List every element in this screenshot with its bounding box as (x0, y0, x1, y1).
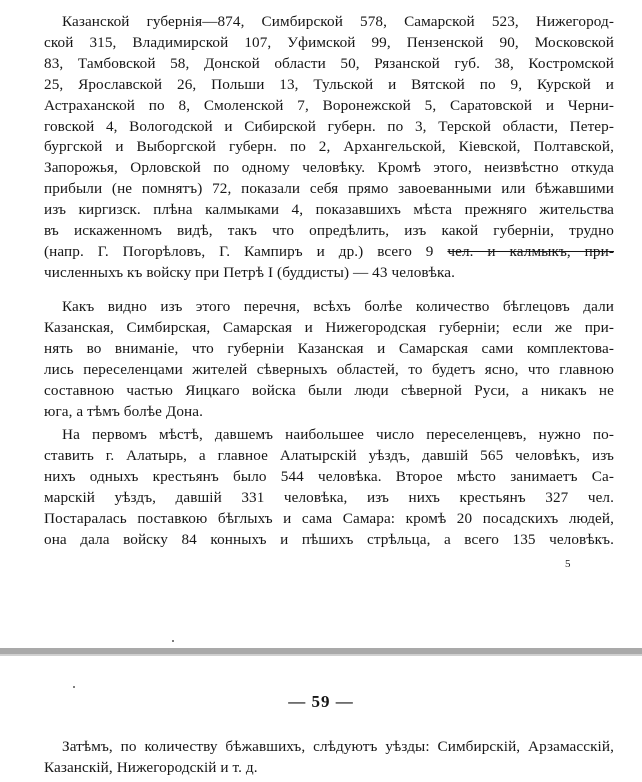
text-line: изъ киргизск. плѣна калмыками 4, показавшихъ мѣста прежняго жительства (44, 201, 614, 219)
text-line: Какъ видно изъ этого перечня, всѣхъ болѣе количество бѣглецовъ дали (62, 298, 614, 315)
paragraph-2 (44, 297, 614, 422)
text-line: 83, Тамбовской 58, Донской области 50, Рязанской губ. 38, Костромской (44, 54, 614, 72)
paragraph-1 (44, 12, 614, 284)
text-line: На первомъ мѣстѣ, давшемъ наибольшее число переселенцевъ, нужно по- (62, 426, 614, 443)
text-line: прибыли (не помнятъ) 72, показали себя прямо завоеванными или бѣжавшими (44, 180, 614, 198)
text-line: марскій уѣздъ, давшій 331 человѣка, изъ нихъ крестьянъ 327 чел. (44, 488, 614, 506)
text-line: 25, Ярославской 26, Польши 13, Тульской и Вятской по 9, Курской и (44, 75, 614, 93)
text-line-with-strikethrough (44, 242, 614, 263)
text-line: въ искаженномъ видѣ, такъ что опредѣлить, изъ какой губерніи, трудно (44, 222, 614, 240)
lower-paragraph-1 (44, 737, 614, 779)
text-line: нять во вниманіе, что губерніи Казанская и Самарская сами комплектова- (44, 339, 614, 357)
scan-speck (73, 686, 75, 688)
text-line: ставить г. Алатырь, а главное Алатырскій уѣздъ, давшій 565 человѣкъ, изъ (44, 446, 614, 464)
paragraph-3 (44, 425, 614, 550)
struck-text: чел. и калмыкъ, при- (447, 242, 614, 260)
text-line: Постаралась поставкою бѣглыхъ и сама Самара: кромѣ 20 посадскихъ людей, (44, 509, 614, 527)
text-line: нихъ одныхъ крестьянъ было 544 человѣка. Второе мѣсто занимаетъ Са- (44, 467, 614, 485)
text-line: говской 4, Вологодской и Сибирской губерн. по 3, Терской области, Петер- (44, 117, 614, 135)
text-line: юга, а тѣмъ болѣе Дона. (44, 402, 203, 420)
page-number: — 59 — (288, 692, 354, 711)
text-line: численныхъ къ войску при Петрѣ I (буддисты) — 43 человѣка. (44, 263, 456, 281)
text-line: бургской и Выборгской губерн. по 2, Архангельской, Кіевской, Полтавской, (44, 138, 614, 156)
text-line: Запорожья, Орловской по одному человѣку. Кромѣ этого, неизвѣстно откуда (44, 159, 614, 177)
text-line: Затѣмъ, по количеству бѣжавшихъ, слѣдуютъ уѣзды: Симбирскій, Арзамасскій, (62, 738, 614, 755)
text-line: ской 315, Владимирской 107, Уфимской 99, Пензенской 90, Московской (44, 33, 614, 51)
text-line: лись переселенцами жителей сѣверныхъ областей, то будетъ ясно, что главною (44, 360, 614, 378)
text-line: она дала войску 84 конныхъ и пѣшихъ стрѣльца, а всего 135 человѣкъ. (44, 530, 614, 548)
footnote-marker: 5 (565, 558, 571, 570)
text-line: составною частью Яицкаго войска были люди сѣверной Руси, а никакъ не (44, 381, 614, 399)
text-line-start: (напр. Г. Погорѣловъ, Г. Кампиръ и др.) всего 9 (44, 242, 434, 260)
text-line: Казанской губернія—874, Симбирской 578, Самарской 523, Нижегород- (62, 13, 614, 30)
text-line: Казанская, Симбирская, Самарская и Нижегородская губерніи; если же при- (44, 318, 614, 336)
text-line: Астраханской по 8, Смоленской 7, Воронежской 5, Саратовской и Черни- (44, 96, 614, 114)
text-line: Казанскій, Нижегородскій и т. д. (44, 758, 258, 776)
scan-speck (172, 640, 174, 642)
